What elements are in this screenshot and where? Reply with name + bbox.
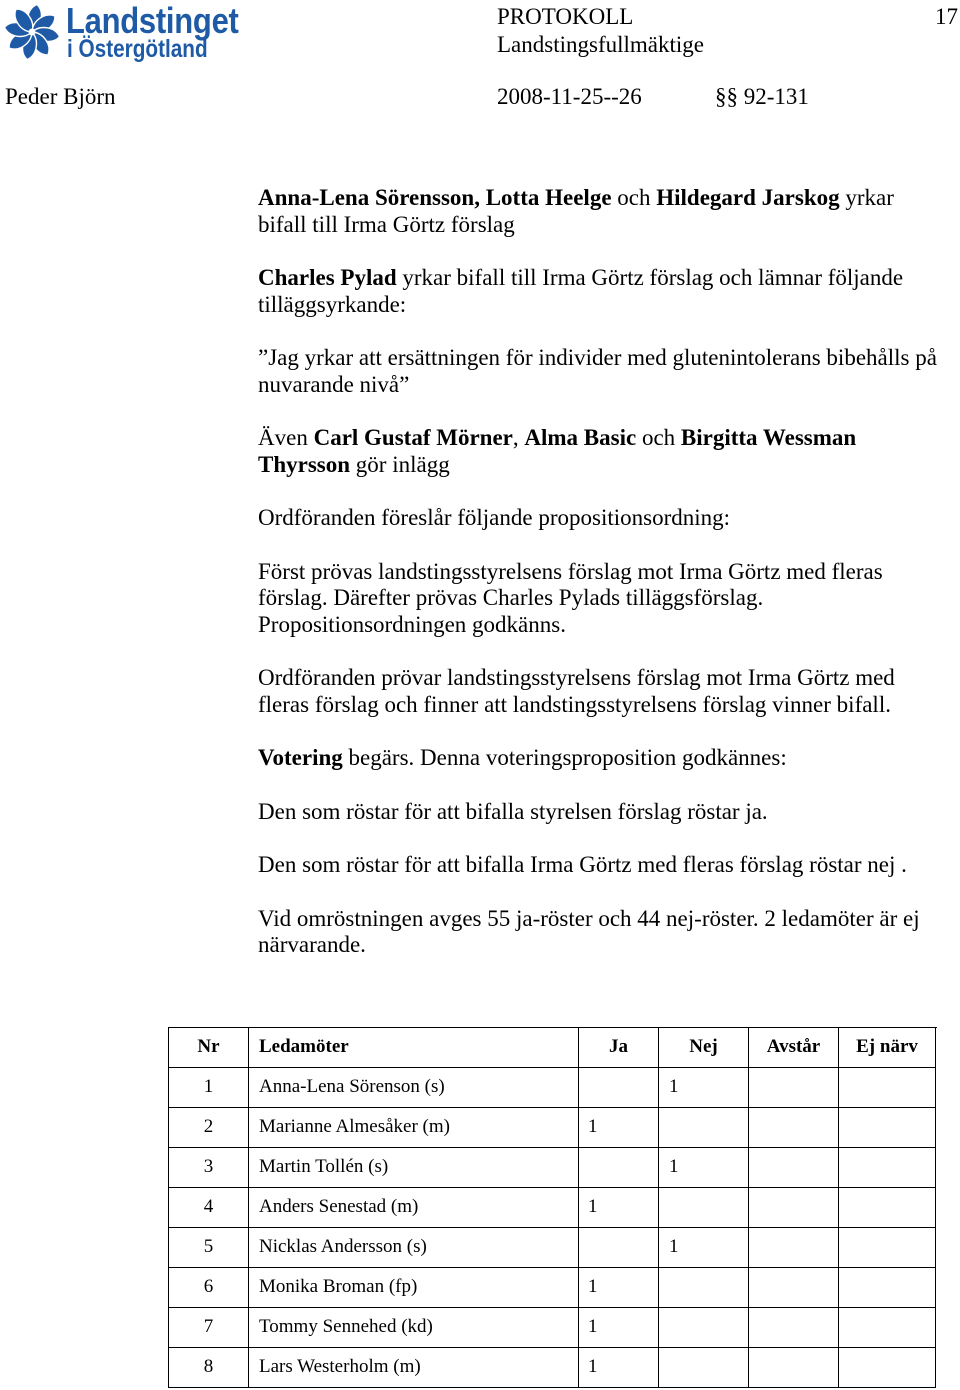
cell-avstar — [749, 1228, 839, 1268]
column-header-nej: Nej — [659, 1028, 749, 1068]
text-line — [258, 212, 958, 239]
text-line — [258, 799, 958, 826]
text-run: yrkar bifall till Irma Görtz förslag och lämnar följande — [396, 265, 904, 291]
bold-text: Votering — [258, 745, 343, 771]
cell-avstar — [749, 1308, 839, 1348]
logo — [0, 0, 250, 66]
cell-ledamoter: Marianne Almesåker (m) — [249, 1108, 579, 1148]
additional-motion-paragraph — [258, 265, 958, 318]
text-line — [258, 852, 958, 879]
bold-text: Hildegard Jarskog — [656, 185, 840, 210]
cell-nej: 1 — [659, 1228, 749, 1268]
assembly-name: Landstingsfullmäktige — [497, 31, 704, 57]
table-row — [169, 1068, 937, 1108]
text-line — [258, 452, 958, 479]
text-run: , — [512, 425, 525, 451]
text-run: ”Jag yrkar att ersättningen för individer med glutenintolerans bibehålls på — [258, 345, 937, 371]
cell-nej — [659, 1308, 749, 1348]
meeting-date: 2008-11-25--26 — [497, 84, 642, 109]
cell-nej: 1 — [659, 1068, 749, 1108]
text-run: förslag. Därefter prövas Charles Pylads tilläggsförslag. — [258, 585, 764, 611]
vote-result-paragraph — [258, 906, 958, 959]
motion-support-paragraph — [258, 185, 958, 238]
table-row — [169, 1308, 937, 1348]
table-row — [169, 1148, 937, 1188]
cell-nr: 3 — [169, 1148, 249, 1188]
document-type: PROTOKOLL — [497, 4, 634, 29]
cell-ja: 1 — [579, 1348, 659, 1388]
quoted-motion-paragraph — [258, 345, 958, 398]
cell-ej-narv — [839, 1348, 936, 1388]
yes-vote-definition — [258, 799, 958, 826]
cell-ledamoter: Lars Westerholm (m) — [249, 1348, 579, 1388]
cell-nr: 8 — [169, 1348, 249, 1388]
column-header-ja: Ja — [579, 1028, 659, 1068]
cell-ja — [579, 1068, 659, 1108]
text-run: Först prövas landstingsstyrelsens förslag mot Irma Görtz med fleras — [258, 558, 883, 584]
signer-name: Peder Björn — [5, 84, 116, 109]
cell-ledamoter: Anna-Lena Sörenson (s) — [249, 1068, 579, 1108]
text-run: yrkar — [839, 185, 894, 210]
text-run: Vid omröstningen avges 55 ja-röster och 44 nej-röster. 2 ledamöter är ej — [258, 905, 920, 931]
table-row — [169, 1108, 937, 1148]
logo-title: Landstinget — [66, 0, 239, 41]
cell-nej — [659, 1268, 749, 1308]
table-row — [169, 1228, 937, 1268]
text-line — [258, 585, 958, 612]
cell-nej — [659, 1188, 749, 1228]
text-run: Den som röstar för att bifalla Irma Görtz med fleras förslag röstar nej . — [258, 852, 907, 878]
proposal-order-intro — [258, 505, 958, 532]
cell-ej-narv — [839, 1068, 936, 1108]
cell-ja: 1 — [579, 1108, 659, 1148]
cell-nr: 4 — [169, 1188, 249, 1228]
column-header-avstar: Avstår — [749, 1028, 839, 1068]
page-number: 17 — [935, 4, 958, 29]
text-line — [258, 932, 958, 959]
vote-table — [168, 1027, 937, 1388]
cell-ej-narv — [839, 1108, 936, 1148]
cell-ledamoter: Anders Senestad (m) — [249, 1188, 579, 1228]
text-run: bifall till Irma Görtz förslag — [258, 211, 515, 237]
text-run: Ordföranden prövar landstingsstyrelsens förslag mot Irma Görtz med — [258, 665, 895, 691]
bold-text: Charles Pylad — [258, 265, 397, 291]
table-row — [169, 1268, 937, 1308]
table-row — [169, 1188, 937, 1228]
section-range: §§ 92-131 — [715, 84, 809, 109]
chair-ruling-paragraph — [258, 665, 958, 718]
text-run: fleras förslag och finner att landstingsstyrelsens förslag vinner bifall. — [258, 692, 891, 718]
text-run: begärs. Denna voteringsproposition godkännes: — [342, 745, 787, 771]
cell-ja: 1 — [579, 1188, 659, 1228]
cell-ja: 1 — [579, 1268, 659, 1308]
bold-text: Anna-Lena Sörensson, Lotta Heelge — [258, 185, 612, 210]
cell-nr: 6 — [169, 1268, 249, 1308]
text-line — [258, 292, 958, 319]
text-line — [258, 185, 958, 212]
text-run: Den som röstar för att bifalla styrelsen förslag röstar ja. — [258, 798, 768, 824]
cell-nej — [659, 1108, 749, 1148]
bold-text: Thyrsson — [258, 451, 351, 477]
text-line — [258, 505, 958, 532]
cell-ej-narv — [839, 1148, 936, 1188]
text-line — [258, 612, 958, 639]
text-line — [258, 372, 958, 399]
cell-ja — [579, 1148, 659, 1188]
cell-avstar — [749, 1108, 839, 1148]
text-line — [258, 665, 958, 692]
column-header-ledamoter: Ledamöter — [249, 1028, 579, 1068]
text-run: Propositionsordningen godkänns. — [258, 612, 566, 637]
cell-ledamoter: Monika Broman (fp) — [249, 1268, 579, 1308]
bold-text: Birgitta Wessman — [680, 425, 857, 451]
cell-avstar — [749, 1348, 839, 1388]
speakers-paragraph — [258, 425, 958, 478]
cell-ja — [579, 1228, 659, 1268]
text-line — [258, 345, 958, 372]
cell-ej-narv — [839, 1188, 936, 1228]
cell-nr: 2 — [169, 1108, 249, 1148]
proposal-order-paragraph — [258, 559, 958, 639]
cell-nej — [659, 1348, 749, 1388]
logo-subtitle: i Östergötland — [67, 35, 208, 63]
table-header-row — [169, 1028, 937, 1068]
cell-avstar — [749, 1068, 839, 1108]
text-run: och — [636, 425, 681, 451]
cell-nej: 1 — [659, 1148, 749, 1188]
flower-emblem-icon — [2, 2, 62, 62]
text-run: Även — [258, 425, 314, 451]
text-line — [258, 559, 958, 586]
cell-nr: 1 — [169, 1068, 249, 1108]
text-line — [258, 692, 958, 719]
text-line — [258, 425, 958, 452]
text-run: tilläggsyrkande: — [258, 291, 407, 317]
text-line — [258, 265, 958, 292]
text-run: och — [611, 185, 657, 210]
vote-request-paragraph — [258, 745, 958, 772]
column-header-ej-narv: Ej närv — [839, 1028, 936, 1068]
cell-ej-narv — [839, 1268, 936, 1308]
column-header-nr: Nr — [169, 1028, 249, 1068]
cell-avstar — [749, 1268, 839, 1308]
table-row — [169, 1348, 937, 1388]
text-run: nuvarande nivå” — [258, 371, 410, 397]
cell-nr: 7 — [169, 1308, 249, 1348]
text-line — [258, 906, 958, 933]
bold-text: Alma Basic — [524, 425, 637, 451]
cell-ledamoter: Nicklas Andersson (s) — [249, 1228, 579, 1268]
cell-ej-narv — [839, 1228, 936, 1268]
cell-ej-narv — [839, 1308, 936, 1348]
text-run: närvarande. — [258, 932, 366, 958]
minutes-body — [258, 185, 958, 986]
cell-avstar — [749, 1188, 839, 1228]
text-line — [258, 745, 958, 772]
bold-text: Carl Gustaf Mörner — [313, 425, 513, 451]
cell-ledamoter: Martin Tollén (s) — [249, 1148, 579, 1188]
text-run: Ordföranden föreslår följande propositionsordning: — [258, 505, 731, 531]
text-run: gör inlägg — [350, 451, 450, 477]
no-vote-definition — [258, 852, 958, 879]
cell-ja: 1 — [579, 1308, 659, 1348]
cell-avstar — [749, 1148, 839, 1188]
cell-ledamoter: Tommy Sennehed (kd) — [249, 1308, 579, 1348]
cell-nr: 5 — [169, 1228, 249, 1268]
